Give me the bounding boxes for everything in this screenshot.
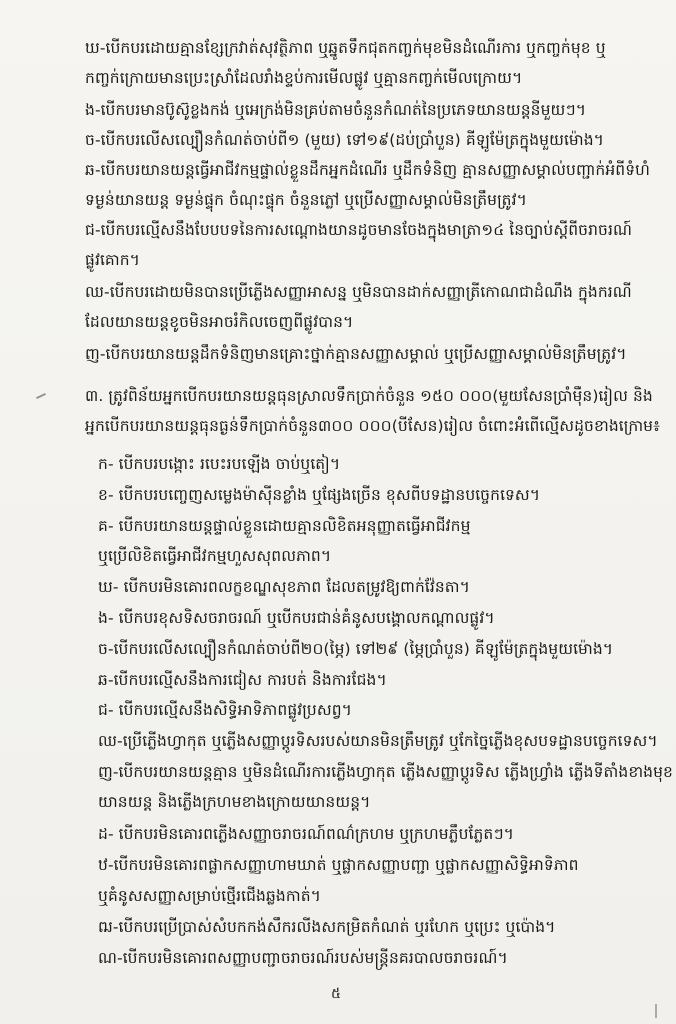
- text-line: ឋ-បើកបរមិនគោរពផ្លាកសញ្ញាហាមឃាត់ ឬផ្លាកសញ្ញាបញ្ជា ឬផ្លាកសញ្ញាសិទ្ធិអាទិភាព: [98, 856, 579, 874]
- text-line: ក- បើកបរបង្កោះ របេះរបឡើង ចាប់ឬតៀ។: [98, 455, 341, 473]
- scan-mark: [655, 1004, 657, 1018]
- text-line: ញ-បើកបរយានយន្តគ្មាន ឬមិនដំណើរការភ្លើងហ្វាកុត ភ្លើងសញ្ញាប្តូរទិស ភ្លើងហ្វ្រាំង ភ្លើងទីតាំងខាងមុខ: [98, 763, 673, 781]
- text-line: ច-បើកបរលើសល្បឿនកំណត់ចាប់ពី២០(ម្ភៃ) ទៅ២៩ (ម្ភៃប្រាំបួន) គីឡូម៉ែត្រក្នុងមួយម៉ោង។: [98, 640, 614, 658]
- text-line: ជ- បើកបរល្មើសនឹងសិទ្ធិអាទិភាពផ្លូវប្រសព្វ។: [98, 701, 352, 719]
- text-line: ង- បើកបរខុសទិសចរាចរណ៍ ឬបើកបរជាន់គំនូសបង្គោលកណ្ដាលផ្លូវ។: [98, 609, 495, 627]
- scan-mark: [36, 393, 46, 399]
- text-line: យានយន្ត និងភ្លើងក្រហមខាងក្រោយយានយន្ត។: [98, 793, 371, 811]
- text-line: ឃ-បើកបរដោយគ្មានខ្សែក្រវាត់សុវត្ថិភាព ឬឆ្នូតទឹកជុតកញ្ចក់មុខមិនដំណើរការ ឬកញ្ចក់មុខ ឬ: [85, 39, 606, 57]
- text-line: ឆ-បើកបរយានយន្តធ្វើអាជីវកម្មផ្ទាល់ខ្លួនដឹកអ្នកដំណើរ ឬដឹកទំនិញ គ្មានសញ្ញាសម្គាល់បញ្ជាក់អំពីទំហំ: [85, 161, 651, 179]
- text-line: ឈ-ប្រើភ្លើងហ្វាកុត ឬភ្លើងសញ្ញាប្តូរទិសរបស់យានមិនត្រឹមត្រូវ ឬកែច្នៃភ្លើងខុសបទដ្ឋានបច្ចេកទេស។: [98, 732, 658, 750]
- text-line: ឃ- បើកបរមិនគោរពលក្ខខណ្ឌសុខភាព ដែលតម្រូវឱ្យពាក់វ៉ែនតា។: [98, 578, 470, 596]
- text-line: ណ-បើកបរមិនគោរពសញ្ញាបញ្ជាចរាចរណ៍របស់មន្ត្រីនគរបាលចរាចរណ៍។: [98, 949, 508, 967]
- text-line: ជ-បើកបរល្មើសនឹងបែបបទនៃការសណ្តោងយានដូចមានចែងក្នុងមាត្រា១៤ នៃច្បាប់ស្តីពីចរាចរណ៍: [85, 221, 632, 239]
- text-line: កញ្ចក់ក្រោយមានប្រេះស្រាំដែលរាំងខ្ទប់ការមើលផ្លូវ ឬគ្មានកញ្ចក់មើលក្រោយ។: [85, 69, 523, 87]
- text-line: ផ្លូវគោក។: [85, 251, 140, 269]
- text-line: ឬគំនូសសញ្ញាសម្រាប់ថ្មើរជើងឆ្លងកាត់។: [98, 887, 321, 905]
- text-line: ញ-បើកបរយានយន្តដឹកទំនិញមានគ្រោះថ្នាក់គ្មានសញ្ញាសម្គាល់ ឬប្រើសញ្ញាសម្គាល់មិនត្រឹមត្រូវ។: [85, 345, 627, 363]
- text-line: ដែលយានយន្តខូចមិនអាចរំកិលចេញពីផ្លូវបាន។: [85, 313, 354, 331]
- text-line: ឈ-បើកបរដោយមិនបានប្រើភ្លើងសញ្ញាអាសន្ន ឬមិនបានដាក់សញ្ញាត្រីកោណជាដំណឹង ក្នុងករណី: [85, 283, 632, 301]
- text-line: គ- បើកបរយានយន្តផ្ទាល់ខ្លួនដោយគ្មានលិខិតអនុញ្ញាតធ្វើអាជីវកម្ម: [98, 517, 471, 535]
- section-heading: អ្នកបើកបរយានយន្តធុនធ្ងន់ទឹកប្រាក់ចំនួន៣០០ ០០០(បីសែន)រៀល ចំពោះអំពើល្មើសដូចខាងក្រោម៖: [85, 417, 661, 435]
- text-line: ឍ-បើកបរប្រើប្រាស់សំបកកង់សឹករលីងសកម្រិតកំណត់ ឬរហែក ឬប្រេះ ឬប៉ោង។: [98, 918, 556, 936]
- text-line: ង-បើកបរមានប៊ូស៊ូខ្លងកង់ ឬអេក្រង់មិនគ្រប់តាមចំនួនកំណត់នៃប្រភេទយានយន្តនីមួយៗ។: [85, 101, 587, 119]
- text-line: ច-បើកបរលើសល្បឿនកំណត់ចាប់ពី១ (មួយ) ទៅ១៩(ដប់ប្រាំបួន) គីឡូម៉ែត្រក្នុងមួយម៉ោង។: [85, 131, 604, 149]
- text-line: ឆ-បើកបរល្មើសនឹងការជៀស ការបត់ និងការជែង។: [98, 671, 387, 689]
- text-line: ទម្ងន់យានយន្ត ទម្ងន់ផ្ទុក ចំណុះផ្ទុក ចំនួនភ្លៅ ឬប្រើសញ្ញាសម្គាល់មិនត្រឹមត្រូវ។: [85, 191, 527, 209]
- page-number: ៥: [331, 986, 341, 1002]
- text-line: ដ- បើកបរមិនគោរពភ្លើងសញ្ញាចរាចរណ៍ពណ៌ក្រហម ឬក្រហមភ្លឹបភ្លែតៗ។: [98, 825, 514, 843]
- section-heading: ៣. ត្រូវពិន័យអ្នកបើកបរយានយន្តធុនស្រាលទឹកប្រាក់ចំនួន ១៥០ ០០០(មួយសែនប្រាំម៉ឺន)រៀល និង: [85, 387, 653, 405]
- text-line: ឬប្រើលិខិតធ្វើអាជីវកម្មហួសសុពលភាព។: [98, 547, 332, 565]
- text-line: ខ- បើកបរបញ្ចេញសម្លេងម៉ាស៊ីនខ្លាំង ឬផ្សែងច្រើន ខុសពីបទដ្ឋានបច្ចេកទេស។: [98, 486, 541, 504]
